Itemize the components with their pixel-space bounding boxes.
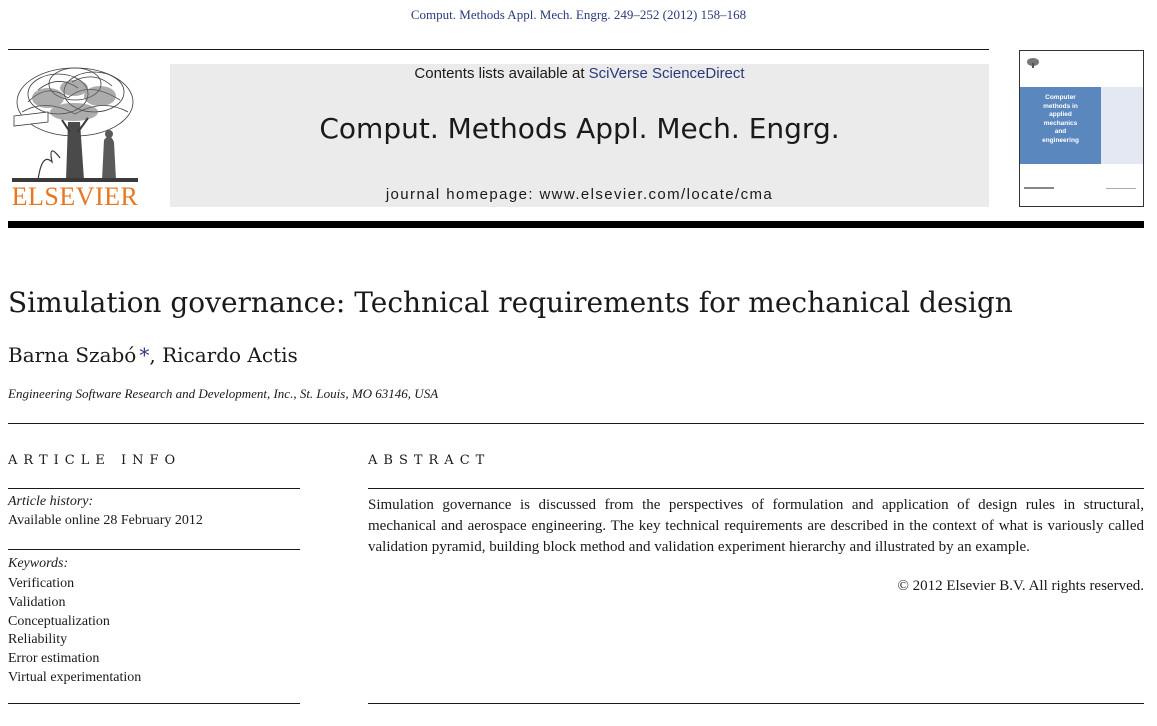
article-title: Simulation governance: Technical requirements for mechanical design [8,286,1013,319]
author-name[interactable]: Ricardo Actis [162,343,298,367]
header-rule [8,49,989,50]
cover-footer-mark-right [1106,188,1136,189]
abstract-bottom-rule [368,703,1144,704]
article-info-rule [8,488,300,489]
keyword-item: Conceptualization [8,613,110,629]
keyword-item: Error estimation [8,651,100,667]
keyword-item: Validation [8,594,66,610]
article-history-label: Article history: [8,494,94,509]
keyword-item: Virtual experimentation [8,669,142,685]
article-history-value: Available online 28 February 2012 [8,513,203,528]
journal-homepage-link[interactable]: journal homepage: www.elsevier.com/locate/cma [385,186,774,203]
banner-bottom-rule [8,221,1144,228]
cover-side-strip [1101,87,1143,164]
title-block-rule [8,423,1144,424]
journal-citation: Comput. Methods Appl. Mech. Engrg. 249–252 (2012) 158–168 [410,7,747,22]
journal-cover-thumbnail[interactable] [1019,50,1144,207]
author-affiliation: Engineering Software Research and Development, Inc., St. Louis, MO 63146, USA [8,386,439,401]
cover-publisher-icon [1026,57,1040,69]
corresponding-author-mark[interactable]: * [139,343,150,367]
elsevier-wordmark: ELSEVIER [11,182,139,211]
author-separator: , [149,343,163,367]
keyword-item: Verification [8,576,75,591]
abstract-rule [368,488,1144,489]
copyright-notice: © 2012 Elsevier B.V. All rights reserved. [897,578,1144,594]
keywords-bottom-rule [8,703,300,704]
abstract-heading: ABSTRACT [368,453,491,468]
contents-prefix: Contents lists available at [414,65,589,82]
keywords-label: Keywords: [8,556,69,571]
abstract-text: Simulation governance is discussed from the perspectives of formulation and application of design rules in structural, mechanical and aerospace engineering. The key technical requirements are described in the context of what is variously called validation pyramid, building block method and validation experiment hierarchy and illustrated by an example. [368,497,1144,555]
journal-name: Comput. Methods Appl. Mech. Engrg. [319,112,840,145]
author-name[interactable]: Barna Szabó [8,343,137,367]
contents-line [170,65,989,82]
article-info-heading: ARTICLE INFO [8,453,182,468]
keywords-list [8,575,141,688]
keyword-item: Reliability [8,632,68,648]
sciencedirect-link[interactable]: SciVerse ScienceDirect [588,65,745,82]
cover-title: Computer methods in applied mechanics and engineering [1042,94,1079,144]
cover-footer-mark-left [1024,187,1054,189]
history-rule [8,549,300,550]
author-list [8,343,298,367]
